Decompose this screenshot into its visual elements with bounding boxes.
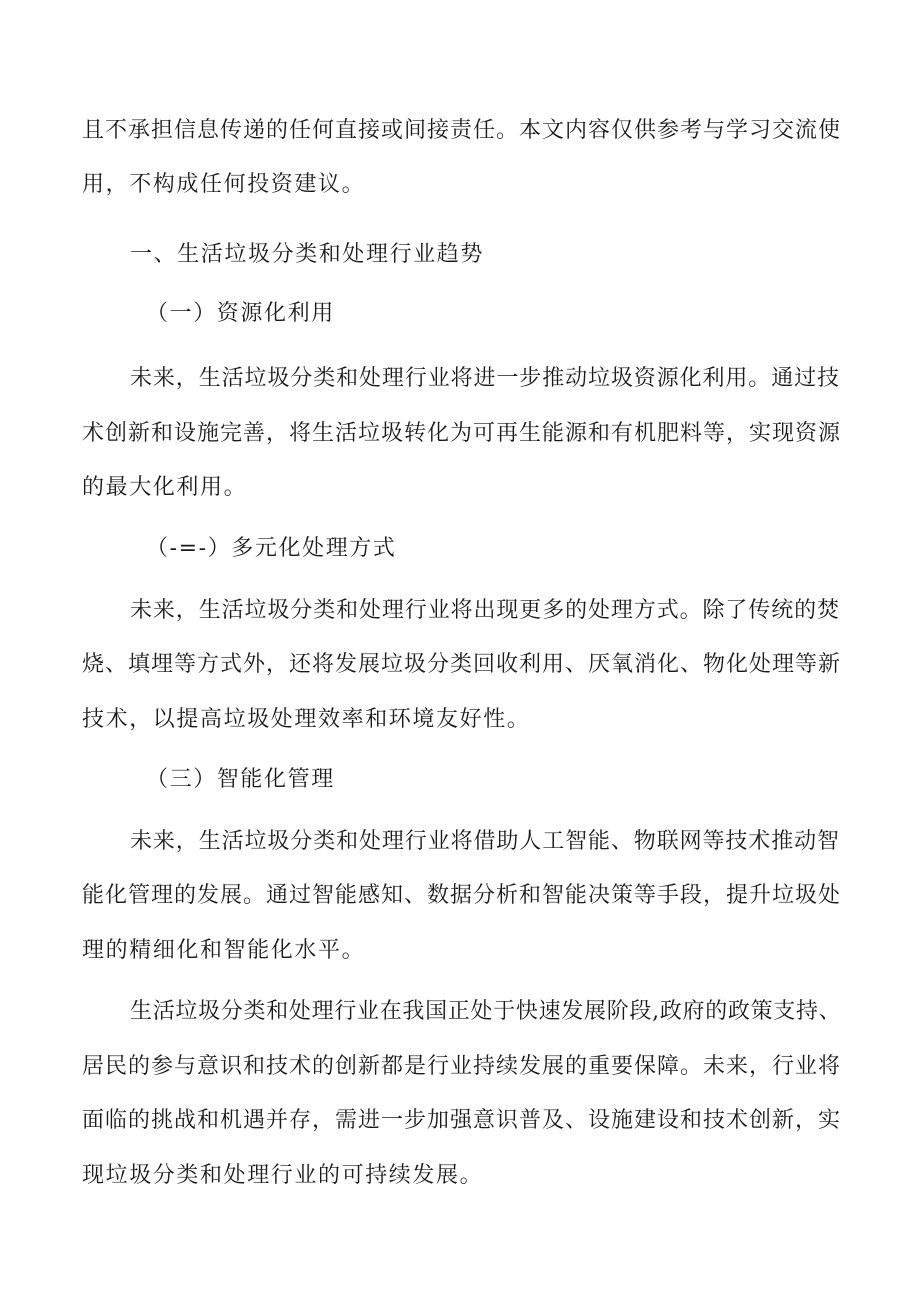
paragraph-line: 烧、填埋等方式外，还将发展垃圾分类回收利用、厌氧消化、物化处理等新: [82, 652, 842, 677]
paragraph-line: 的最大化利用。: [82, 475, 248, 500]
paragraph-line: 能化管理的发展。通过智能感知、数据分析和智能决策等手段，提升垃圾处: [82, 883, 842, 908]
paragraph-line: 面临的挑战和机遇并存，需进一步加强意识普及、设施建设和技术创新，实: [82, 1108, 842, 1133]
paragraph-line: 生活垃圾分类和处理行业在我国正处于快速发展阶段,政府的政策支持、: [130, 999, 842, 1024]
paragraph-line: 技术，以提高垃圾处理效率和环境友好性。: [82, 707, 531, 732]
subsection-heading-diversified-treatment: （-=-）多元化处理方式: [146, 536, 397, 561]
section-heading: 一、生活垃圾分类和处理行业趋势: [130, 242, 485, 267]
disclaimer-text-line: 且不承担信息传递的任何直接或间接责任。本文内容仅供参考与学习交流使: [82, 118, 842, 143]
paragraph-line: 术创新和设施完善，将生活垃圾转化为可再生能源和有机肥料等，实现资源: [82, 421, 842, 446]
subsection-heading-intelligent-management: （三）智能化管理: [146, 767, 335, 792]
subsection-heading-resource-utilization: （一）资源化利用: [146, 301, 335, 326]
disclaimer-text-line: 用，不构成任何投资建议。: [82, 172, 366, 197]
paragraph-line: 未来，生活垃圾分类和处理行业将出现更多的处理方式。除了传统的焚: [130, 598, 840, 623]
paragraph-line: 居民的参与意识和技术的创新都是行业持续发展的重要保障。未来，行业将: [82, 1054, 842, 1079]
paragraph-line: 未来，生活垃圾分类和处理行业将借助人工智能、物联网等技术推动智: [130, 829, 840, 854]
paragraph-line: 理的精细化和智能化水平。: [82, 938, 366, 963]
paragraph-line: 未来，生活垃圾分类和处理行业将进一步推动垃圾资源化利用。通过技: [130, 366, 840, 391]
paragraph-line: 现垃圾分类和处理行业的可持续发展。: [82, 1163, 484, 1188]
